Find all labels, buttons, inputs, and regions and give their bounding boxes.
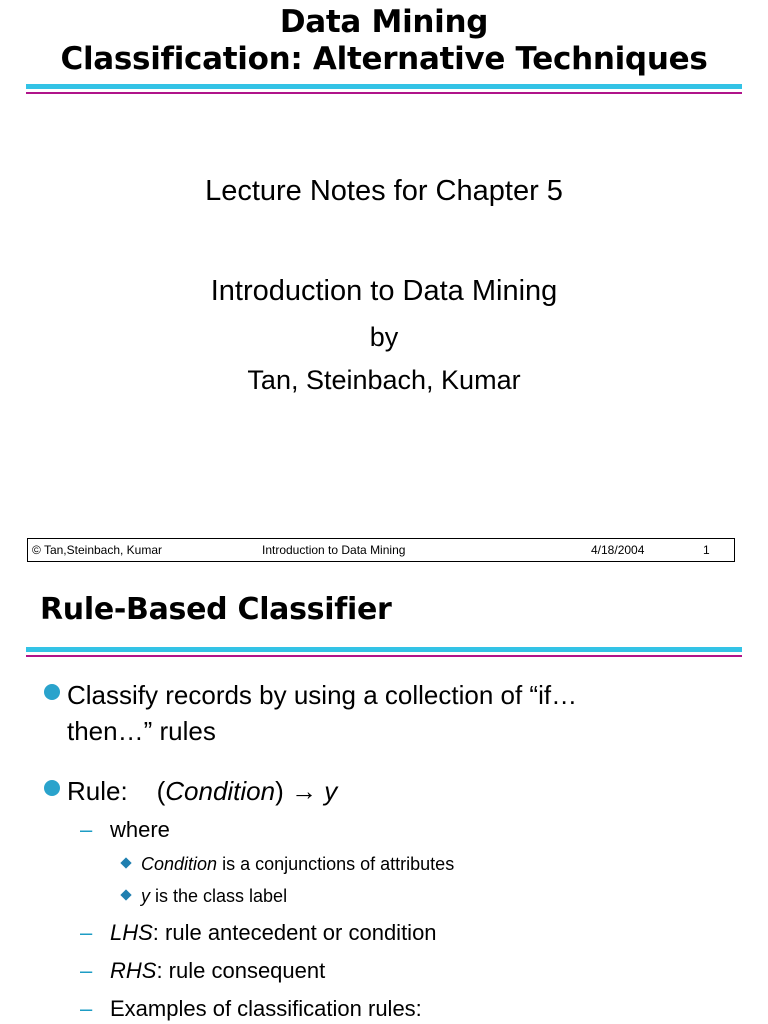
book-title: Introduction to Data Mining xyxy=(210,275,558,307)
bullet1-line2: then…” rules xyxy=(67,716,216,746)
slide2-divider-cyan xyxy=(26,647,742,652)
footer-date: 4/18/2004 xyxy=(591,543,645,557)
dash-icon: – xyxy=(80,817,93,842)
diamond-bullet-icon xyxy=(120,857,131,868)
lhs-item: LHS: rule antecedent or condition xyxy=(110,920,437,945)
bullet2-rule xyxy=(67,773,337,809)
rule-prefix: Rule: ( xyxy=(67,776,166,806)
bullet-icon xyxy=(44,684,60,700)
rhs-item: RHS: rule consequent xyxy=(110,958,326,983)
footer-copyright: © Tan,Steinbach, Kumar xyxy=(32,543,163,557)
dash-icon: – xyxy=(80,920,93,945)
diamond-bullet-icon xyxy=(120,889,131,900)
dash-icon: – xyxy=(80,958,93,983)
sub-bullet-condition: Condition is a conjunctions of attributes xyxy=(141,854,455,874)
where-label: where xyxy=(110,817,170,842)
rule-arrow: ) → xyxy=(275,776,325,806)
sub-bullet-class-label: y is the class label xyxy=(141,886,288,906)
slide1-title-line1: Data Mining xyxy=(279,4,489,40)
bullet-icon xyxy=(44,780,60,796)
bullet1-line1: Classify records by using a collection of “if… xyxy=(67,680,578,710)
lecture-notes-heading: Lecture Notes for Chapter 5 xyxy=(205,175,563,207)
title-divider-magenta xyxy=(26,92,742,94)
slide2-title: Rule-Based Classifier xyxy=(40,592,392,627)
slide2-divider-magenta xyxy=(26,655,742,657)
footer-course: Introduction to Data Mining xyxy=(262,543,406,557)
title-divider-cyan xyxy=(26,84,742,89)
rule-y: y xyxy=(324,776,338,806)
rule-condition: Condition xyxy=(165,776,276,806)
footer-page-number: 1 xyxy=(703,543,710,557)
authors: Tan, Steinbach, Kumar xyxy=(247,365,521,395)
examples-item: Examples of classification rules: xyxy=(110,996,422,1021)
by-label: by xyxy=(369,322,399,352)
slide1-title-line2: Classification: Alternative Techniques xyxy=(60,41,708,77)
dash-icon: – xyxy=(80,996,93,1021)
slide-footer xyxy=(27,538,735,562)
